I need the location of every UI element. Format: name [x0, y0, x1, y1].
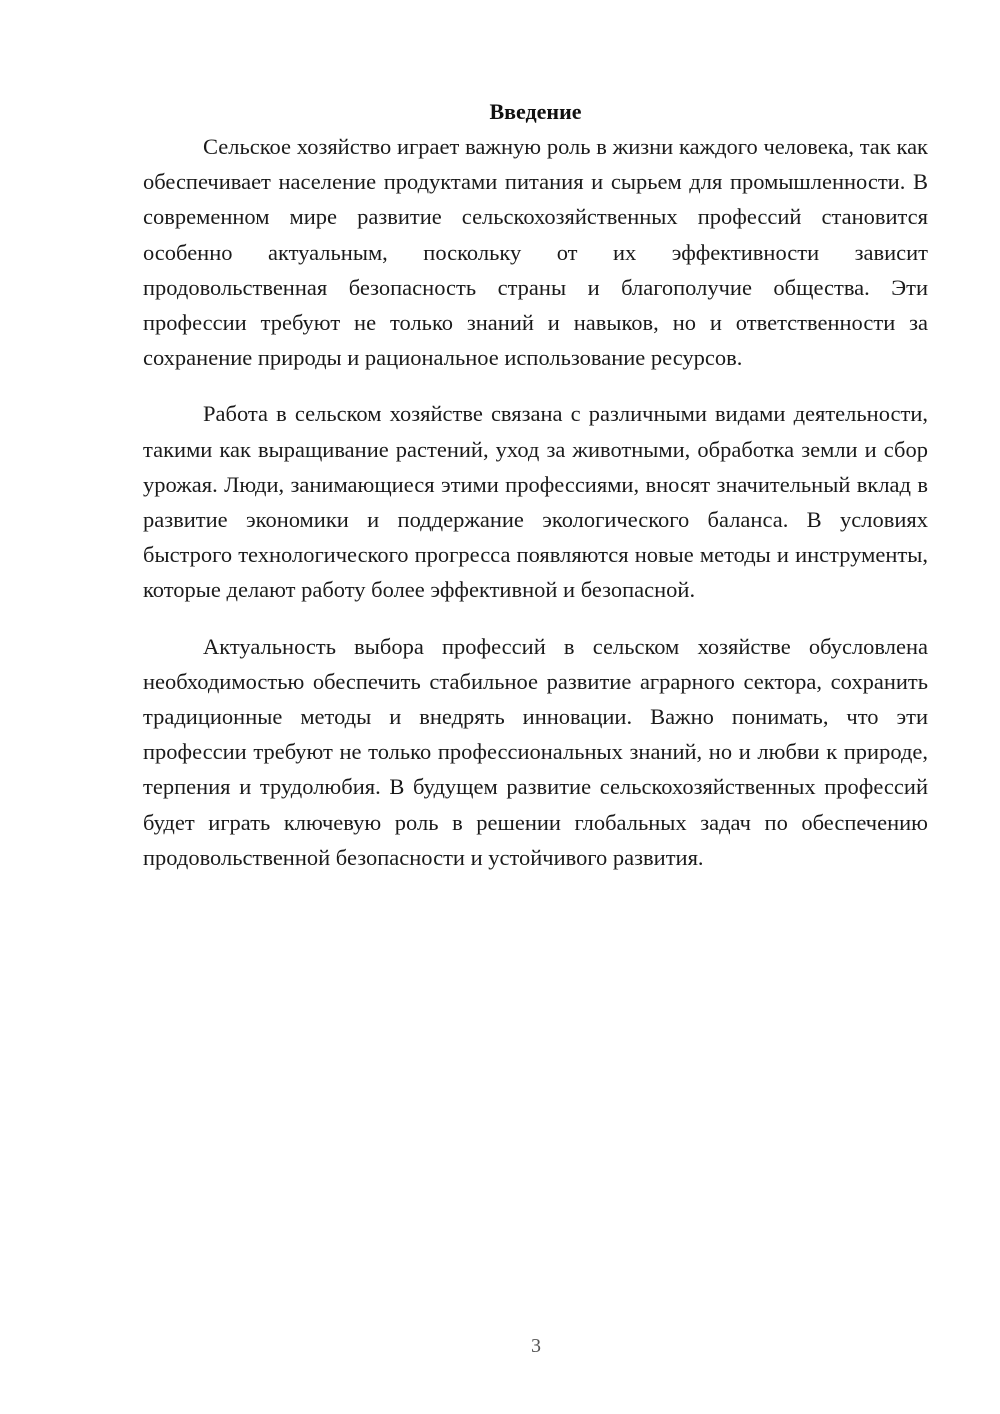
paragraph-1: Сельское хозяйство играет важную роль в жизни каждого человека, так как обеспечивает население продуктами питания и сырьем для промышленности. В современном мире развитие сельскохозяйственных профессий становится особенно актуальным, поскольку от их эффективности зависит продовольственная безопасность страны и благополучие общества. Эти профессии требуют не только знаний и навыков, но и ответственности за сохранение природы и рациональное использование ресурсов. [143, 134, 928, 371]
page-number: 3 [531, 1335, 541, 1357]
page-title: Введение [489, 99, 582, 124]
paragraph-3: Актуальность выбора профессий в сельском хозяйстве обусловлена необходимостью обеспечить стабильное развитие аграрного сектора, сохранить традиционные методы и внедрять инновации. Важно понимать, что эти профессии требуют не только профессиональных знаний, но и любви к природе, терпения и трудолюбия. В будущем развитие сельскохозяйственных профессий будет играть ключевую роль в решении глобальных задач по обеспечению продовольственной безопасности и устойчивого развития. [143, 633, 928, 870]
paragraph-2: Работа в сельском хозяйстве связана с различными видами деятельности, такими как выращивание растений, уход за животными, обработка земли и сбор урожая. Люди, занимающиеся этими профессиями, вносят значительный вклад в развитие экономики и поддержание экологического баланса. В условиях быстрого технологического прогресса появляются новые методы и инструменты, которые делают работу более эффективной и безопасной. [143, 401, 928, 603]
page-body [143, 94, 928, 896]
